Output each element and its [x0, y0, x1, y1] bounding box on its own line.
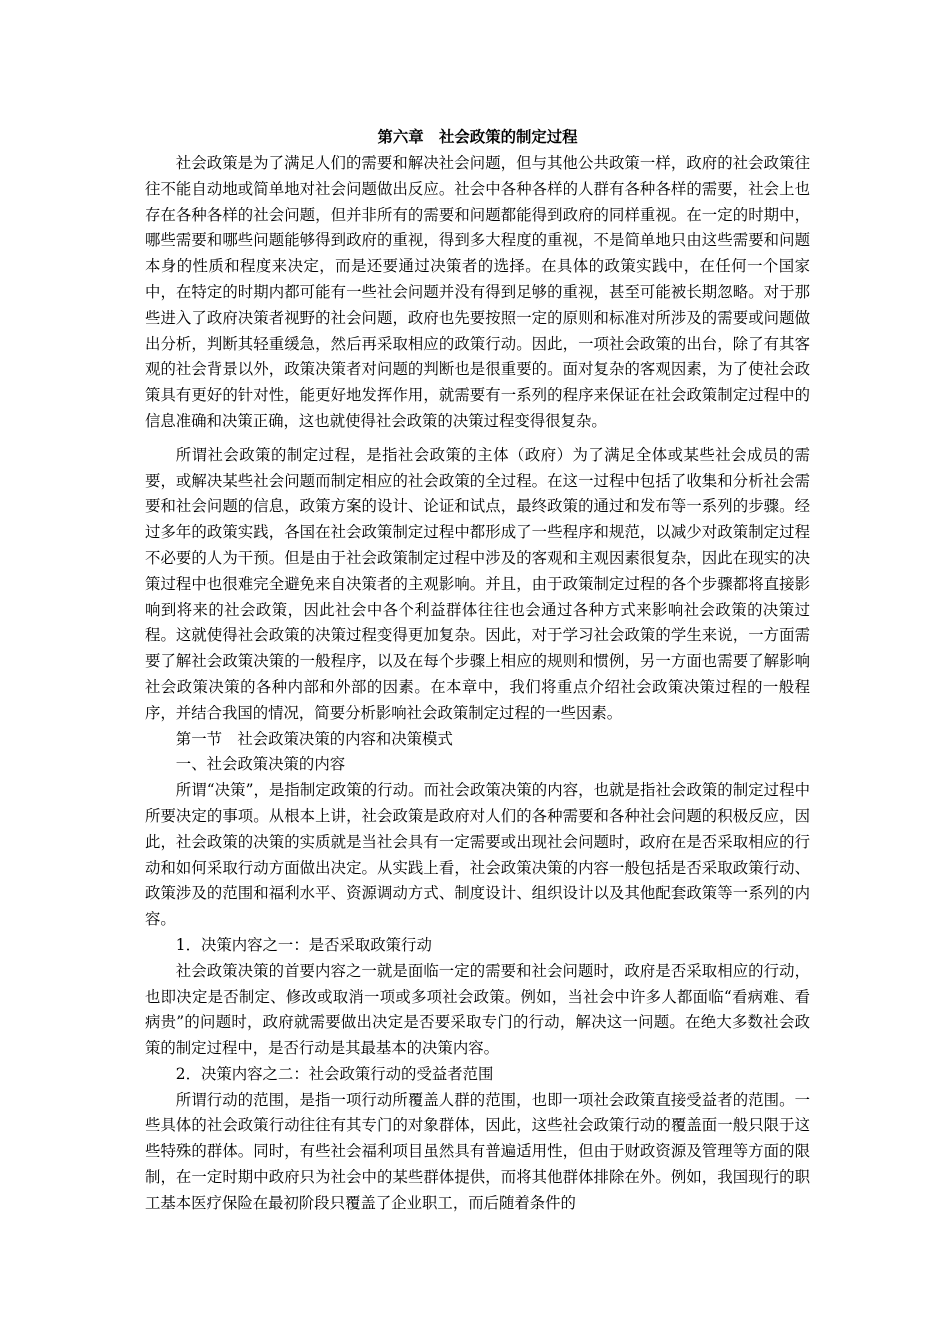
item-2-title: 2．决策内容之二：社会政策行动的受益者范围: [175, 1064, 494, 1083]
item-1-paragraph: 社会政策决策的首要内容之一就是面临一定的需要和社会问题时，政府是否采取相应的行动，也即决定是否制定、修改或取消一项或多项社会政策。例如，当社会中许多人都面临“看病难、看病贵”的问题时，政府就需要做出决定是否要采取专门的行动，解决这一问题。在绝大多数社会政策的制定过程中，是否行动是其最基本的决策内容。: [145, 961, 810, 1058]
intro-paragraph-2: 所谓社会政策的制定过程，是指社会政策的主体（政府）为了满足全体或某些社会成员的需要，或解决某些社会问题而制定相应的社会政策的全过程。在这一过程中包括了收集和分析社会需要和社会问题的信息，政策方案的设计、论证和试点，最终政策的通过和发布等一系列的步骤。经过多年的政策实践，各国在社会政策制定过程中都形成了一些程序和规范，以减少对政策制定过程不必要的人为干预。但是由于社会政策制定过程中涉及的客观和主观因素很复杂，因此在现实的决策过程中也很难完全避免来自决策者的主观影响。并且，由于政策制定过程的各个步骤都将直接影响到将来的社会政策，因此社会中各个利益群体往往也会通过各种方式来影响社会政策的决策过程。这就使得社会政策的决策过程变得更加复杂。因此，对于学习社会政策的学生来说，一方面需要了解社会政策决策的一般程序，以及在每个步骤上相应的规则和惯例，另一方面也需要了解影响社会政策决策的各种内部和外部的因素。在本章中，我们将重点介绍社会政策决策过程的一般程序，并结合我国的情况，简要分析影响社会政策制定过程的一些因素。: [145, 445, 810, 722]
section-1-title: 第一节 社会政策决策的内容和决策模式: [175, 729, 453, 748]
subsection-1-paragraph: 所谓“决策”，是指制定政策的行动。而社会政策决策的内容，也就是指社会政策的制定过程中所要决定的事项。从根本上讲，社会政策是政府对人们的各种需要和各种社会问题的积极反应，因此，社会政策的决策的实质就是当社会具有一定需要或出现社会问题时，政府在是否采取相应的行动和如何采取行动方面做出决定。从实践上看，社会政策决策的内容一般包括是否采取政策行动、政策涉及的范围和福利水平、资源调动方式、制度设计、组织设计以及其他配套政策等一系列的内容。: [145, 781, 810, 929]
chapter-title: 第六章 社会政策的制定过程: [377, 128, 578, 146]
intro-paragraph-1: 社会政策是为了满足人们的需要和解决社会问题，但与其他公共政策一样，政府的社会政策往往不能自动地或简单地对社会问题做出反应。社会中各种各样的人群有各种各样的需要，社会上也存在各种各样的社会问题，但并非所有的需要和问题都能得到政府的同样重视。在一定的时期中，哪些需要和哪些问题能够得到政府的重视，得到多大程度的重视，不是简单地只由这些需要和问题本身的性质和程度来决定，而是还要通过决策者的选择。在具体的政策实践中，在任何一个国家中，在特定的时期内都可能有一些社会问题并没有得到足够的重视，甚至可能被长期忽略。对于那些进入了政府决策者视野的社会问题，政府也先要按照一定的原则和标准对所涉及的需要或问题做出分析，判断其轻重缓急，然后再采取相应的政策行动。因此，一项社会政策的出台，除了有其客观的社会背景以外，政策决策者对问题的判断也是很重要的。面对复杂的客观因素，为了使社会政策具有更好的针对性，能更好地发挥作用，就需要有一系列的程序来保证在社会政策制定过程中的信息准确和决策正确，这也就使得社会政策的决策过程变得很复杂。: [145, 154, 810, 430]
item-1-title: 1．决策内容之一：是否采取政策行动: [175, 935, 432, 954]
subsection-1-title: 一、社会政策决策的内容: [175, 755, 346, 774]
item-2-paragraph: 所谓行动的范围，是指一项行动所覆盖人群的范围，也即一项社会政策直接受益者的范围。一些具体的社会政策行动往往有其专门的对象群体，因此，这些社会政策行动的覆盖面一般只限于这些特殊的群体。同时，有些社会福利项目虽然具有普遍适用性，但由于财政资源及管理等方面的限制，在一定时期中政府只为社会中的某些群体提供，而将其他群体排除在外。例如，我国现行的职工基本医疗保险在最初阶段只覆盖了企业职工，而后随着条件的: [145, 1090, 810, 1212]
document-page: [145, 125, 810, 1217]
